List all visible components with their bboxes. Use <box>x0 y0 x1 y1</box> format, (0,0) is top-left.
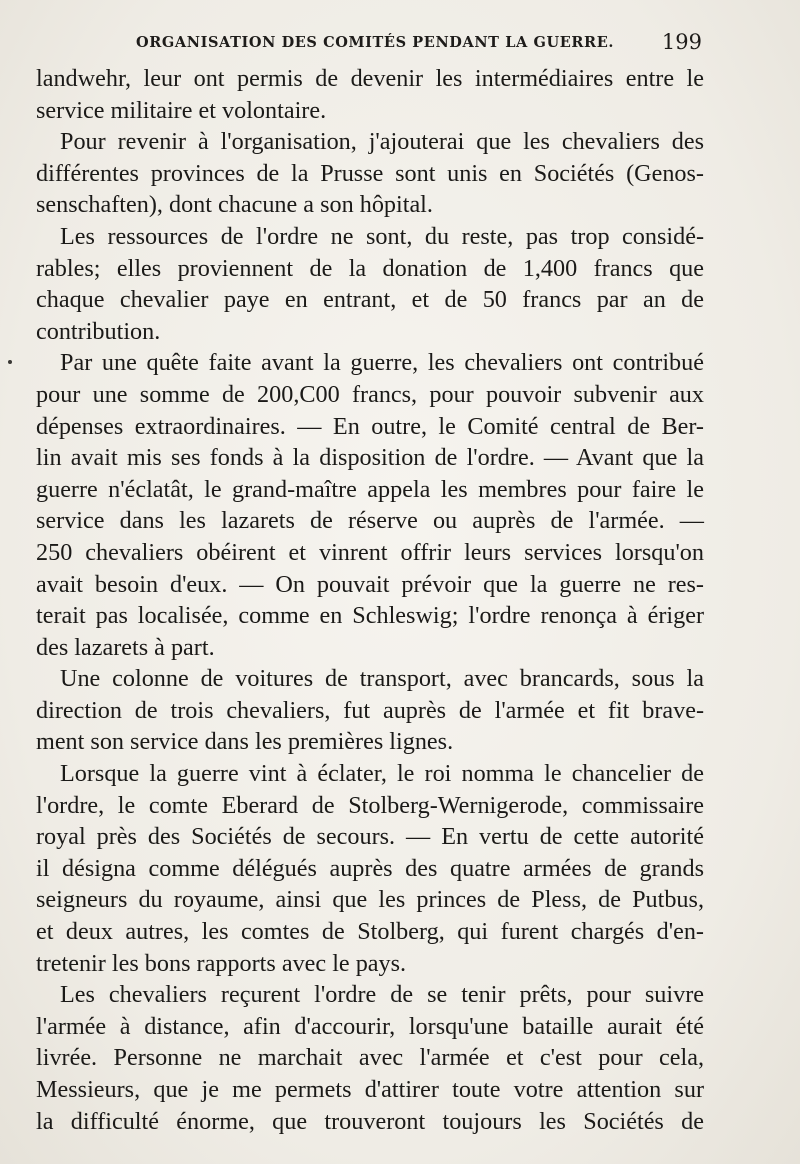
text-line: Lorsque la guerre vint à éclater, le roi nomma le chancelier de <box>60 760 704 788</box>
text-line: Une colonne de voitures de transport, avec brancards, sous la <box>60 665 704 693</box>
text-line: direction de trois chevaliers, fut auprès de l'armée et fit brave- <box>36 696 704 724</box>
text-line: seigneurs du royaume, ainsi que les princes de Pless, de Putbus, <box>36 886 704 914</box>
text-line: livrée. Personne ne marchait avec l'armée et c'est pour cela, <box>36 1044 704 1072</box>
text-line: avait besoin d'eux. — On pouvait prévoir que la guerre ne res- <box>36 570 704 598</box>
text-line: lin avait mis ses fonds à la disposition de l'ordre. — Avant que la <box>36 444 704 472</box>
paragraph <box>36 63 704 126</box>
body-text <box>36 63 704 1137</box>
text-line: guerre n'éclatât, le grand-maître appela les membres pour faire le <box>36 475 704 503</box>
text-line: Pour revenir à l'organisation, j'ajouterai que les chevaliers des <box>60 128 704 156</box>
text-line: il désigna comme délégués auprès des quatre armées de grands <box>36 854 704 882</box>
paragraph <box>36 347 704 663</box>
text-line: tretenir les bons rapports avec le pays. <box>36 949 407 977</box>
text-line: l'ordre, le comte Eberard de Stolberg-Wernigerode, commissaire <box>36 791 704 819</box>
text-line: rables; elles proviennent de la donation de 1,400 francs que <box>36 254 704 282</box>
text-line: des lazarets à part. <box>36 633 215 661</box>
text-line: pour une somme de 200,C00 francs, pour pouvoir subvenir aux <box>36 380 704 408</box>
paragraph <box>36 758 704 979</box>
text-line: dépenses extraordinaires. — En outre, le Comité central de Ber- <box>36 412 704 440</box>
text-line: terait pas localisée, comme en Schleswig; l'ordre renonça à ériger <box>36 602 704 630</box>
text-line: la difficulté énorme, que trouveront toujours les Sociétés de <box>36 1107 704 1135</box>
paragraph <box>36 221 704 347</box>
page-header <box>36 30 704 58</box>
text-line: landwehr, leur ont permis de devenir les intermédiaires entre le <box>36 65 704 92</box>
paragraph <box>36 663 704 758</box>
running-title: ORGANISATION DES COMITÉS PENDANT LA GUERRE. <box>136 34 614 51</box>
text-line: différentes provinces de la Prusse sont unis en Sociétés (Genos- <box>36 159 704 187</box>
text-line: contribution. <box>36 317 161 345</box>
text-line: royal près des Sociétés de secours. — En vertu de cette autorité <box>36 823 704 851</box>
text-line: chaque chevalier paye en entrant, et de 50 francs par an de <box>36 286 704 314</box>
paragraph <box>36 979 704 1137</box>
text-line: service dans les lazarets de réserve ou auprès de l'armée. — <box>36 507 704 535</box>
text-line: service militaire et volontaire. <box>36 96 327 124</box>
paragraph <box>36 126 704 221</box>
text-line: et deux autres, les comtes de Stolberg, qui furent chargés d'en- <box>36 918 704 946</box>
text-line: 250 chevaliers obéirent et vinrent offrir leurs services lorsqu'on <box>36 538 704 566</box>
text-line: Messieurs, que je me permets d'attirer toute votre attention sur <box>36 1076 704 1103</box>
text-line: Les chevaliers reçurent l'ordre de se tenir prêts, pour suivre <box>60 981 704 1009</box>
text-line: Les ressources de l'ordre ne sont, du reste, pas trop considé- <box>60 222 704 250</box>
text-line: l'armée à distance, afin d'accourir, lorsqu'une bataille aurait été <box>36 1012 704 1040</box>
margin-ink-mark <box>8 360 12 364</box>
page-number: 199 <box>661 30 702 54</box>
text-line: senschaften), dont chacune a son hôpital. <box>36 191 433 219</box>
text-line: Par une quête faite avant la guerre, les chevaliers ont contribué <box>60 349 704 377</box>
text-line: ment son service dans les premières lignes. <box>36 728 454 756</box>
